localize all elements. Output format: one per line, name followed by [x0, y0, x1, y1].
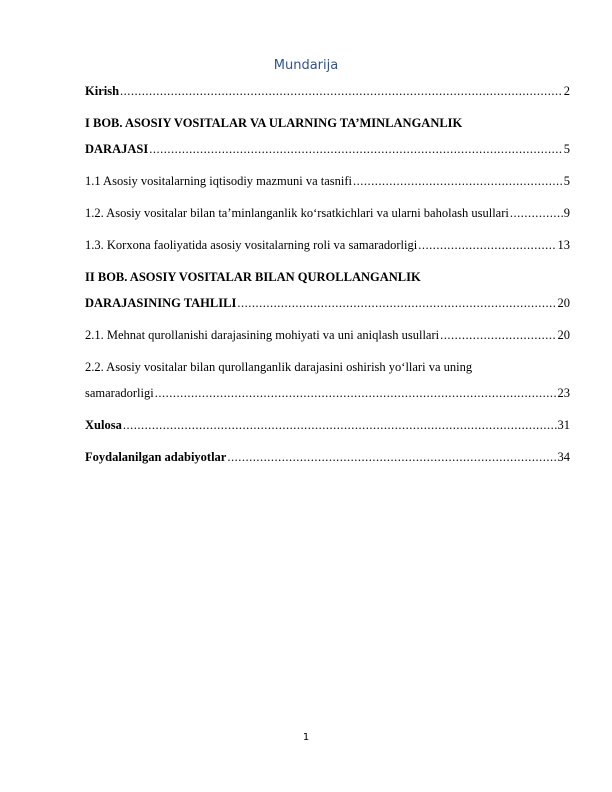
- toc-dot-leader: [353, 168, 563, 194]
- toc-entry-chapter-1[interactable]: [85, 110, 570, 162]
- toc-dot-leader: [418, 232, 556, 258]
- page-title: Mundarija: [273, 58, 339, 73]
- toc-page-number: 5: [563, 174, 570, 188]
- toc-entry-kirish[interactable]: [85, 78, 570, 104]
- page-number: 1: [302, 732, 310, 743]
- toc-entry-label: I BOB. ASOSIY VOSITALAR VA ULARNING TA’MINLANGANLIK: [85, 116, 463, 130]
- toc-page-number: 2: [563, 84, 570, 98]
- toc-entry-label: II BOB. ASOSIY VOSITALAR BILAN QUROLLANGANLIK: [85, 270, 421, 284]
- toc-page-number: 20: [557, 296, 570, 310]
- toc-page-number: 5: [563, 142, 570, 156]
- toc-dot-leader: [155, 380, 557, 406]
- table-of-contents: [85, 78, 570, 476]
- toc-entry-label-continued: DARAJASI: [85, 142, 149, 156]
- toc-entry-label: 1.3. Korxona faoliyatida asosiy vositalarning roli va samaradorligi: [85, 238, 418, 252]
- toc-entry-section-1-1[interactable]: [85, 168, 570, 194]
- toc-entry-label: Foydalanilgan adabiyotlar: [85, 450, 227, 464]
- toc-entry-label: Xulosa: [85, 418, 122, 432]
- toc-page-number: 20: [557, 328, 570, 342]
- toc-page-number: 34: [557, 450, 570, 464]
- toc-entry-chapter-2[interactable]: [85, 264, 570, 316]
- toc-dot-leader: [237, 290, 556, 316]
- toc-entry-section-1-2[interactable]: [85, 200, 570, 226]
- toc-entry-section-2-2[interactable]: [85, 354, 570, 406]
- toc-dot-leader: [123, 412, 557, 438]
- toc-entry-label: 2.1. Mehnat qurollanishi darajasining mohiyati va uni aniqlash usullari: [85, 328, 440, 342]
- toc-entry-label-continued: samaradorligi: [85, 386, 154, 400]
- toc-entry-label: 1.2. Asosiy vositalar bilan ta’minlanganlik ko‘rsatkichlari va ularni baholash usullari: [85, 206, 509, 220]
- toc-dot-leader: [440, 322, 556, 348]
- toc-page-number: 9: [563, 206, 570, 220]
- toc-dot-leader: [120, 78, 563, 104]
- toc-page-number: 23: [557, 386, 570, 400]
- toc-entry-section-2-1[interactable]: [85, 322, 570, 348]
- toc-entry-label-continued: DARAJASINING TAHLILI: [85, 296, 237, 310]
- toc-entry-xulosa[interactable]: [85, 412, 570, 438]
- toc-entry-adabiyotlar[interactable]: [85, 444, 570, 470]
- toc-entry-label: 2.2. Asosiy vositalar bilan qurollanganlik darajasini oshirish yo‘llari va uning: [85, 360, 473, 374]
- toc-entry-section-1-3[interactable]: [85, 232, 570, 258]
- toc-dot-leader: [510, 200, 563, 226]
- toc-dot-leader: [227, 444, 556, 470]
- toc-dot-leader: [149, 136, 563, 162]
- toc-entry-label: Kirish: [85, 84, 120, 98]
- toc-page-number: 31: [557, 418, 570, 432]
- toc-entry-label: 1.1 Asosiy vositalarning iqtisodiy mazmuni va tasnifi: [85, 174, 352, 188]
- toc-page-number: 13: [557, 238, 570, 252]
